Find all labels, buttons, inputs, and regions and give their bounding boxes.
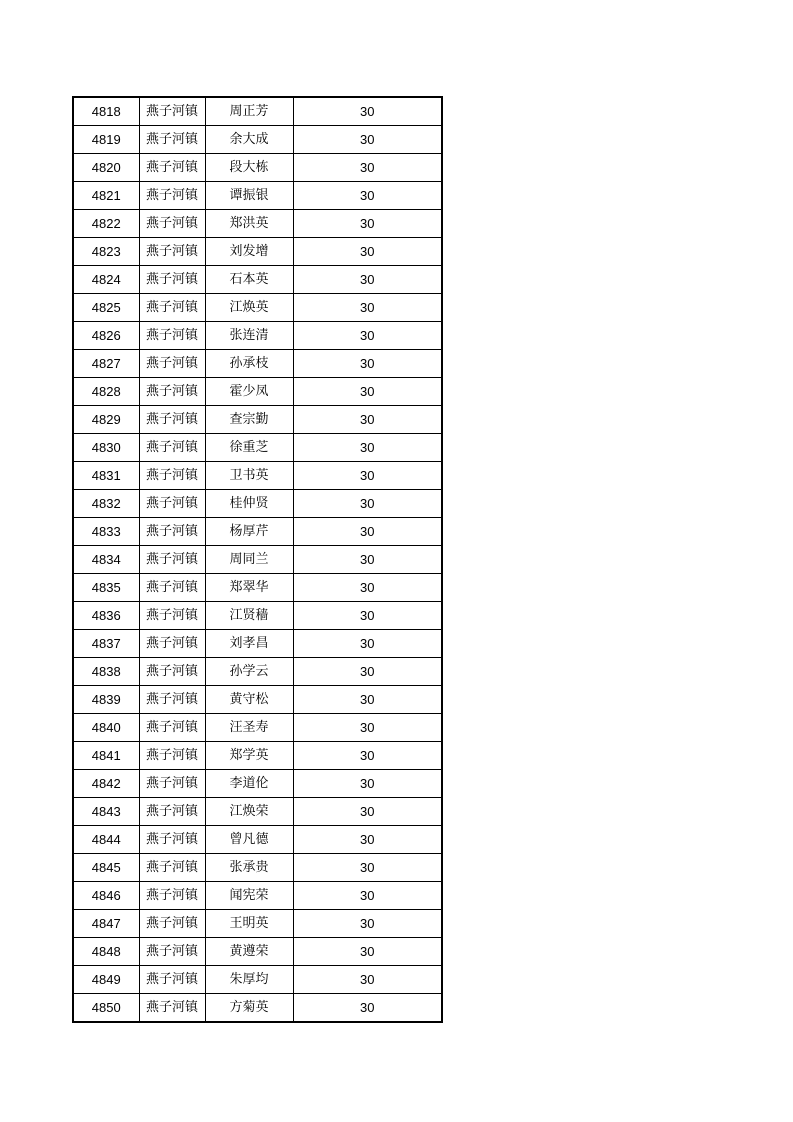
- amount-cell: 30: [293, 294, 442, 322]
- town-cell: 燕子河镇: [139, 378, 205, 406]
- name-cell: 黄遵荣: [205, 938, 293, 966]
- row-number-cell: 4822: [73, 210, 139, 238]
- town-cell: 燕子河镇: [139, 602, 205, 630]
- amount-cell: 30: [293, 322, 442, 350]
- row-number-cell: 4835: [73, 574, 139, 602]
- row-number-cell: 4832: [73, 490, 139, 518]
- amount-cell: 30: [293, 378, 442, 406]
- row-number-cell: 4850: [73, 994, 139, 1023]
- town-cell: 燕子河镇: [139, 630, 205, 658]
- town-cell: 燕子河镇: [139, 574, 205, 602]
- name-cell: 方菊英: [205, 994, 293, 1023]
- table-row: [73, 798, 442, 826]
- table-row: [73, 910, 442, 938]
- amount-cell: 30: [293, 434, 442, 462]
- row-number-cell: 4838: [73, 658, 139, 686]
- name-cell: 闻宪荣: [205, 882, 293, 910]
- amount-cell: 30: [293, 518, 442, 546]
- town-cell: 燕子河镇: [139, 182, 205, 210]
- table-row: [73, 770, 442, 798]
- town-cell: 燕子河镇: [139, 406, 205, 434]
- town-cell: 燕子河镇: [139, 518, 205, 546]
- name-cell: 张连清: [205, 322, 293, 350]
- name-cell: 李道伦: [205, 770, 293, 798]
- name-cell: 孙学云: [205, 658, 293, 686]
- town-cell: 燕子河镇: [139, 154, 205, 182]
- name-cell: 卫书英: [205, 462, 293, 490]
- town-cell: 燕子河镇: [139, 826, 205, 854]
- amount-cell: 30: [293, 770, 442, 798]
- amount-cell: 30: [293, 182, 442, 210]
- town-cell: 燕子河镇: [139, 126, 205, 154]
- town-cell: 燕子河镇: [139, 658, 205, 686]
- amount-cell: 30: [293, 714, 442, 742]
- amount-cell: 30: [293, 574, 442, 602]
- data-table: [72, 96, 443, 1023]
- table-row: [73, 322, 442, 350]
- table-row: [73, 97, 442, 126]
- amount-cell: 30: [293, 742, 442, 770]
- amount-cell: 30: [293, 350, 442, 378]
- row-number-cell: 4840: [73, 714, 139, 742]
- amount-cell: 30: [293, 266, 442, 294]
- row-number-cell: 4849: [73, 966, 139, 994]
- table-row: [73, 434, 442, 462]
- document-page: [72, 96, 443, 1023]
- amount-cell: 30: [293, 406, 442, 434]
- table-row: [73, 518, 442, 546]
- town-cell: 燕子河镇: [139, 490, 205, 518]
- town-cell: 燕子河镇: [139, 266, 205, 294]
- town-cell: 燕子河镇: [139, 294, 205, 322]
- row-number-cell: 4828: [73, 378, 139, 406]
- row-number-cell: 4837: [73, 630, 139, 658]
- amount-cell: 30: [293, 910, 442, 938]
- town-cell: 燕子河镇: [139, 742, 205, 770]
- amount-cell: 30: [293, 658, 442, 686]
- amount-cell: 30: [293, 462, 442, 490]
- table-row: [73, 658, 442, 686]
- amount-cell: 30: [293, 546, 442, 574]
- name-cell: 霍少凤: [205, 378, 293, 406]
- town-cell: 燕子河镇: [139, 462, 205, 490]
- table-row: [73, 882, 442, 910]
- name-cell: 郑学英: [205, 742, 293, 770]
- name-cell: 曾凡德: [205, 826, 293, 854]
- table-row: [73, 546, 442, 574]
- town-cell: 燕子河镇: [139, 546, 205, 574]
- row-number-cell: 4819: [73, 126, 139, 154]
- amount-cell: 30: [293, 938, 442, 966]
- row-number-cell: 4830: [73, 434, 139, 462]
- table-row: [73, 210, 442, 238]
- row-number-cell: 4844: [73, 826, 139, 854]
- amount-cell: 30: [293, 630, 442, 658]
- name-cell: 郑翠华: [205, 574, 293, 602]
- town-cell: 燕子河镇: [139, 938, 205, 966]
- row-number-cell: 4841: [73, 742, 139, 770]
- town-cell: 燕子河镇: [139, 882, 205, 910]
- table-row: [73, 994, 442, 1023]
- name-cell: 周同兰: [205, 546, 293, 574]
- amount-cell: 30: [293, 210, 442, 238]
- table-row: [73, 686, 442, 714]
- row-number-cell: 4824: [73, 266, 139, 294]
- town-cell: 燕子河镇: [139, 322, 205, 350]
- town-cell: 燕子河镇: [139, 770, 205, 798]
- table-row: [73, 574, 442, 602]
- amount-cell: 30: [293, 854, 442, 882]
- row-number-cell: 4826: [73, 322, 139, 350]
- town-cell: 燕子河镇: [139, 994, 205, 1023]
- row-number-cell: 4847: [73, 910, 139, 938]
- table-row: [73, 378, 442, 406]
- name-cell: 桂仲贤: [205, 490, 293, 518]
- town-cell: 燕子河镇: [139, 966, 205, 994]
- table-row: [73, 238, 442, 266]
- amount-cell: 30: [293, 490, 442, 518]
- name-cell: 刘发增: [205, 238, 293, 266]
- town-cell: 燕子河镇: [139, 854, 205, 882]
- amount-cell: 30: [293, 154, 442, 182]
- name-cell: 余大成: [205, 126, 293, 154]
- row-number-cell: 4821: [73, 182, 139, 210]
- row-number-cell: 4831: [73, 462, 139, 490]
- name-cell: 段大栋: [205, 154, 293, 182]
- name-cell: 查宗勤: [205, 406, 293, 434]
- amount-cell: 30: [293, 238, 442, 266]
- name-cell: 江焕英: [205, 294, 293, 322]
- name-cell: 石本英: [205, 266, 293, 294]
- table-row: [73, 714, 442, 742]
- name-cell: 孙承枝: [205, 350, 293, 378]
- amount-cell: 30: [293, 994, 442, 1023]
- name-cell: 杨厚芹: [205, 518, 293, 546]
- table-row: [73, 294, 442, 322]
- table-row: [73, 854, 442, 882]
- table-row: [73, 742, 442, 770]
- table-row: [73, 182, 442, 210]
- table-row: [73, 966, 442, 994]
- row-number-cell: 4818: [73, 97, 139, 126]
- row-number-cell: 4833: [73, 518, 139, 546]
- table-row: [73, 126, 442, 154]
- row-number-cell: 4842: [73, 770, 139, 798]
- name-cell: 江贤穑: [205, 602, 293, 630]
- name-cell: 张承贵: [205, 854, 293, 882]
- row-number-cell: 4834: [73, 546, 139, 574]
- row-number-cell: 4848: [73, 938, 139, 966]
- table-body: [73, 97, 442, 1022]
- town-cell: 燕子河镇: [139, 350, 205, 378]
- amount-cell: 30: [293, 602, 442, 630]
- amount-cell: 30: [293, 798, 442, 826]
- name-cell: 汪圣寿: [205, 714, 293, 742]
- name-cell: 黄守松: [205, 686, 293, 714]
- name-cell: 朱厚均: [205, 966, 293, 994]
- row-number-cell: 4827: [73, 350, 139, 378]
- name-cell: 徐重芝: [205, 434, 293, 462]
- town-cell: 燕子河镇: [139, 97, 205, 126]
- table-row: [73, 630, 442, 658]
- row-number-cell: 4829: [73, 406, 139, 434]
- row-number-cell: 4845: [73, 854, 139, 882]
- table-row: [73, 938, 442, 966]
- table-row: [73, 406, 442, 434]
- town-cell: 燕子河镇: [139, 910, 205, 938]
- table-row: [73, 826, 442, 854]
- table-row: [73, 266, 442, 294]
- row-number-cell: 4839: [73, 686, 139, 714]
- town-cell: 燕子河镇: [139, 686, 205, 714]
- row-number-cell: 4836: [73, 602, 139, 630]
- table-row: [73, 490, 442, 518]
- town-cell: 燕子河镇: [139, 210, 205, 238]
- town-cell: 燕子河镇: [139, 714, 205, 742]
- table-row: [73, 462, 442, 490]
- amount-cell: 30: [293, 686, 442, 714]
- amount-cell: 30: [293, 882, 442, 910]
- row-number-cell: 4820: [73, 154, 139, 182]
- name-cell: 刘孝昌: [205, 630, 293, 658]
- name-cell: 郑洪英: [205, 210, 293, 238]
- row-number-cell: 4825: [73, 294, 139, 322]
- name-cell: 王明英: [205, 910, 293, 938]
- name-cell: 谭振银: [205, 182, 293, 210]
- town-cell: 燕子河镇: [139, 434, 205, 462]
- town-cell: 燕子河镇: [139, 798, 205, 826]
- table-row: [73, 350, 442, 378]
- amount-cell: 30: [293, 97, 442, 126]
- table-row: [73, 154, 442, 182]
- name-cell: 江焕荣: [205, 798, 293, 826]
- amount-cell: 30: [293, 966, 442, 994]
- name-cell: 周正芳: [205, 97, 293, 126]
- amount-cell: 30: [293, 826, 442, 854]
- table-row: [73, 602, 442, 630]
- row-number-cell: 4846: [73, 882, 139, 910]
- row-number-cell: 4823: [73, 238, 139, 266]
- row-number-cell: 4843: [73, 798, 139, 826]
- town-cell: 燕子河镇: [139, 238, 205, 266]
- amount-cell: 30: [293, 126, 442, 154]
